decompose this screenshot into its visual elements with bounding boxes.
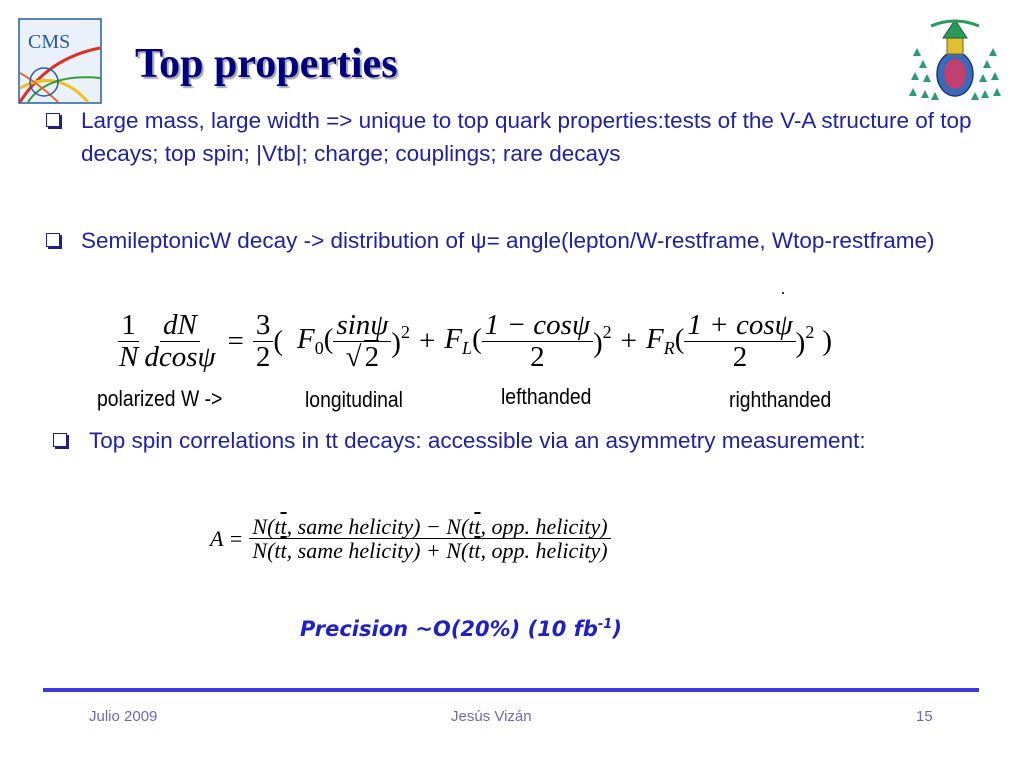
square-3: )$^2$ xyxy=(795,322,815,359)
page-number: 15 xyxy=(916,708,933,725)
bullet-marker xyxy=(46,233,60,247)
label-lefthanded: lefthanded xyxy=(501,384,592,409)
footer-divider xyxy=(43,688,979,692)
stray-dot xyxy=(782,292,784,294)
term-FR: $F_R$( xyxy=(646,323,685,358)
slide-title: Top properties xyxy=(135,41,398,87)
fraction-1-over-N: $\frac{1}{N}$ xyxy=(119,309,139,373)
fraction-1-minus-cos: $\frac{1 - \cos\psi}{2}$ xyxy=(482,310,593,372)
cms-logo-text: CMS xyxy=(28,31,71,53)
term-F0: $F_0$( xyxy=(297,323,334,358)
footer-author: Jesús Vizán xyxy=(451,708,532,725)
label-polarized-w: polarized W -> xyxy=(97,386,223,411)
cms-logo xyxy=(18,18,102,104)
fraction-1-plus-cos: $\frac{1 + \cos\psi}{2}$ xyxy=(684,310,795,372)
square-2: )$^2$ xyxy=(592,322,612,359)
label-righthanded: righthanded xyxy=(729,387,832,412)
square-1: )$^2$ xyxy=(391,322,410,359)
bullet-marker xyxy=(46,113,60,127)
label-longitudinal: longitudinal xyxy=(305,387,403,412)
asymmetry-numerator: $N(t\overline{t}$, same helicity) − $N(t\overline{t}$, opp. helicity) xyxy=(249,515,610,539)
asymmetry-fraction xyxy=(249,515,610,562)
open-paren: ( xyxy=(273,324,284,357)
bullet-text: Large mass, large width => unique to top quark properties:tests of the V-A structure of top decays; top spin; |Vtb|; charge; couplings; rare decays xyxy=(81,108,972,166)
asymmetry-equation xyxy=(210,515,611,562)
asymmetry-denominator: $N(t\overline{t}$, same helicity) + $N(t\overline{t}$, opp. helicity) xyxy=(252,538,608,564)
fraction-sin-over-sqrt2: $\frac{\sin\psi}{√ 2}$ xyxy=(333,310,391,372)
term-FL: $F_L$( xyxy=(444,323,482,358)
asymmetry-lhs: A = xyxy=(210,525,244,551)
footer-date: Julio 2009 xyxy=(89,708,158,725)
close-paren: ) xyxy=(822,324,832,357)
angular-distribution-equation xyxy=(116,302,916,380)
precision-note: Precision ~O(20%) (10 $fb^{-1}$) xyxy=(300,617,622,641)
bullet-text: SemileptonicW decay -> distribution of ψ= angle(lepton/W-restframe, Wtop-restframe) xyxy=(81,228,935,253)
plus-sign: + xyxy=(620,324,638,357)
plus-sign: + xyxy=(418,324,436,357)
coefficient-fraction: $\frac{3}{2}$ xyxy=(253,310,274,372)
fraction-dN-dcos: $\frac{dN}{dcos\psi}$ xyxy=(144,309,216,373)
bullet-text: Top spin correlations in tt decays: accessible via an asymmetry measurement: xyxy=(89,428,866,453)
bullet-marker xyxy=(53,433,67,447)
equals-sign: = xyxy=(227,324,244,357)
university-seal xyxy=(903,16,1007,108)
